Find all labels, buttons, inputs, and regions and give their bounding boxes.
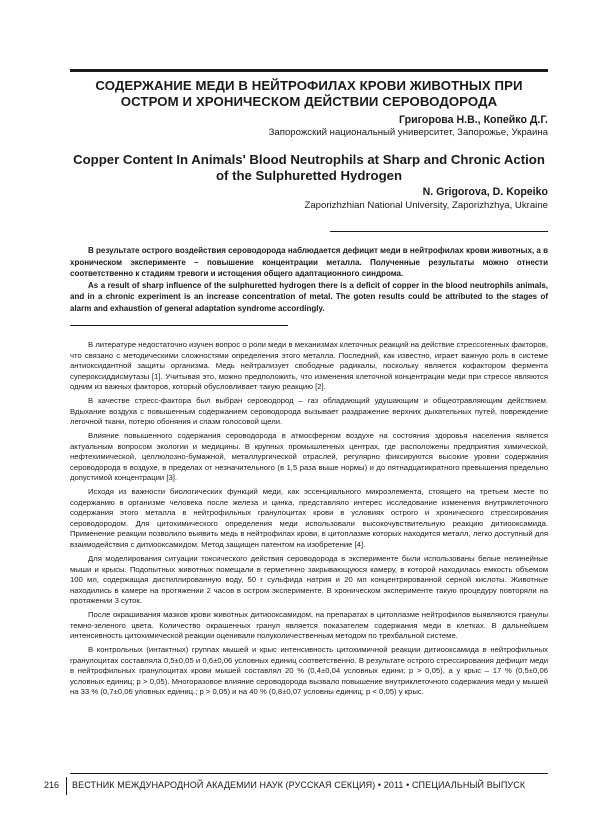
article-body: [70, 340, 548, 701]
article-title-en: Copper Content In Animals' Blood Neutrophils at Sharp and Chronic Action of the Sulphuretted Hydrogen: [73, 152, 545, 183]
body-paragraph: Для моделирования ситуации токсического действия сероводорода в эксперименте были использованы белые нелинейные мыши и крысы. Подопытных животных помещали в герметично закрывающуюся камеру, в которой находилась емкость объемом 100 мл, содержащая дистиллированную воду, 50 г сульфида натрия и 20 мл концентрированной серной кислоты. Животные находились в камере на протяжении 2 часов в остром эксперименте. В хроническом эксперименте такую процедуру повторяли на протяжении 3 суток.: [70, 553, 548, 606]
body-paragraph: Исходя из важности биологических функций меди, как эссенциального микроэлемента, стоящего на третьем месте по содержанию в организме человека после железа и цинка, представляло интерес исследование изменения внутриклеточного содержания этого металла в нейтрофильных гранулоцитах крови в условиях острого и хронического стрессирования сероводородом. Для цитохимического определения меди использовали высокочувствительную реакцию дитиооксамида. Применение реакции позволило выявить медь в нейтрофилах крови, в цитоплазме которых находится металл, легко доступный для взаимодействия с дитиооксамидом. Метод защищен патентом на изобретение [4].: [70, 487, 548, 550]
body-paragraph: Влияние повышенного содержания сероводорода в атмосферном воздухе на состояния здоровья населения является актуальным вопросом экологии и медицины. В крупных промышленных центрах, где расположены предприятия химической, нефтехимической, целлюлозно-бумажной, металлургической отраслей, регулярно фиксируются высокие уровни содержания сероводорода в воздухе, в пределах от незначительного (в 1,5 раза выше нормы) и до пятнадцатикратного превышения предельно допустимой концентрации [3].: [70, 431, 548, 483]
body-paragraph: После окрашивания мазков крови животных дитиооксамидом, на препаратах в цитоплазме нейтрофилов выявляются гранулы темно-зеленого цвета. Количество окрашенных гранул является показателем содержания меди в клетках. В дальнейшем интенсивность цитохимической реакции оценивали полуколичественным методом по трехбальной системе.: [70, 610, 548, 641]
page-number: 216: [44, 780, 60, 790]
footer-rule: [70, 773, 548, 774]
footer-separator: [66, 777, 67, 795]
abstract: [70, 245, 548, 314]
article-title-ru: СОДЕРЖАНИЕ МЕДИ В НЕЙТРОФИЛАХ КРОВИ ЖИВОТНЫХ ПРИ ОСТРОМ И ХРОНИЧЕСКОМ ДЕЙСТВИИ СЕРОВОДОРОДА: [95, 78, 523, 109]
header-rule: [70, 69, 548, 72]
authors-en: N. Grigorova, D. Kopeiko: [422, 186, 548, 198]
abstract-top-rule: [330, 231, 548, 232]
abstract-ru: В результате острого воздействия сероводорода наблюдается дефицит меди в нейтрофилах крови животных, а в хроническом эксперименте – повышение концентрации металла. Полученные результаты можно отнести соответственно к стадиям тревоги и истощения общего адаптационного синдрома.: [70, 246, 548, 278]
authors-ru: Григорова Н.В., Копейко Д.Г.: [399, 114, 548, 126]
abstract-bottom-rule: [70, 325, 288, 326]
abstract-en: As a result of sharp influence of the sulphuretted hydrogen there is a deficit of copper in the blood neutrophils animals, and in a chronic experiment is an increase concentration of metal. The goten results could be attributed to the stages of alarm and exhaustion of general adaptation syndrome accordingly.: [70, 280, 548, 313]
affiliation-ru: Запорожский национальный университет, Запорожье, Украина: [268, 127, 548, 138]
affiliation-en: Zaporizhzhian National University, Zaporizhzhya, Ukraine: [304, 200, 548, 211]
journal-footer: ВЕСТНИК МЕЖДУНАРОДНОЙ АКАДЕМИИ НАУК (РУССКАЯ СЕКЦИЯ) • 2011 • СПЕЦИАЛЬНЫЙ ВЫПУСК: [72, 780, 526, 790]
body-paragraph: В качестве стресс-фактора был выбран сероводород – газ обладающий удушающим и общеотравляющим действием. Вдыхание воздуха с повышенным содержанием сероводорода вызывает раздражение верхних дыхательных путей, повреждение легочной ткани, потерю обоняния и спазм голосовой щели.: [70, 396, 548, 427]
body-paragraph: В контрольных (интактных) группах мышей и крыс интенсивность цитохимичной реакции дитиооксамида в нейтрофильных гранулоцитах составляла 0,5±0,05 и 0,6±0,06 условных единиц соответственно. В результате острого стрессирования дефицит меди в нейтрофильных гранулоцитах крови мышей составлял 20 % (0,4±0,04 условных едини; р > 0,05), а у крыс – 17 % (0,5±0,06 условных единиц; р > 0,05). Многоразовое влияние сероводорода вызвало повышение внутриклеточного содержания меди у мышей на 33 % (0,7±0,06 уловных единиц.; р > 0,05) и на 40 % (0,8±0,07 условны единиц; р < 0,05) у крыс.: [70, 645, 548, 697]
body-paragraph: В литературе недостаточно изучен вопрос о роли меди в механизмах клеточных реакций на действие стрессогенных факторов, что связано с методическими сложностями определения этого металла. Последний, как известно, играет важную роль в системе антиоксидантной защиты организма. Медь нейтрализует свободные радикалы, поскольку является кофактором фермента супероксиддисмутазы [1]. Учитывая это, можно предположить, что изменения клеточной концентрации меди при стрессе являются одним из важных факторов, который обусловливает такую реакцию [2].: [70, 340, 548, 392]
